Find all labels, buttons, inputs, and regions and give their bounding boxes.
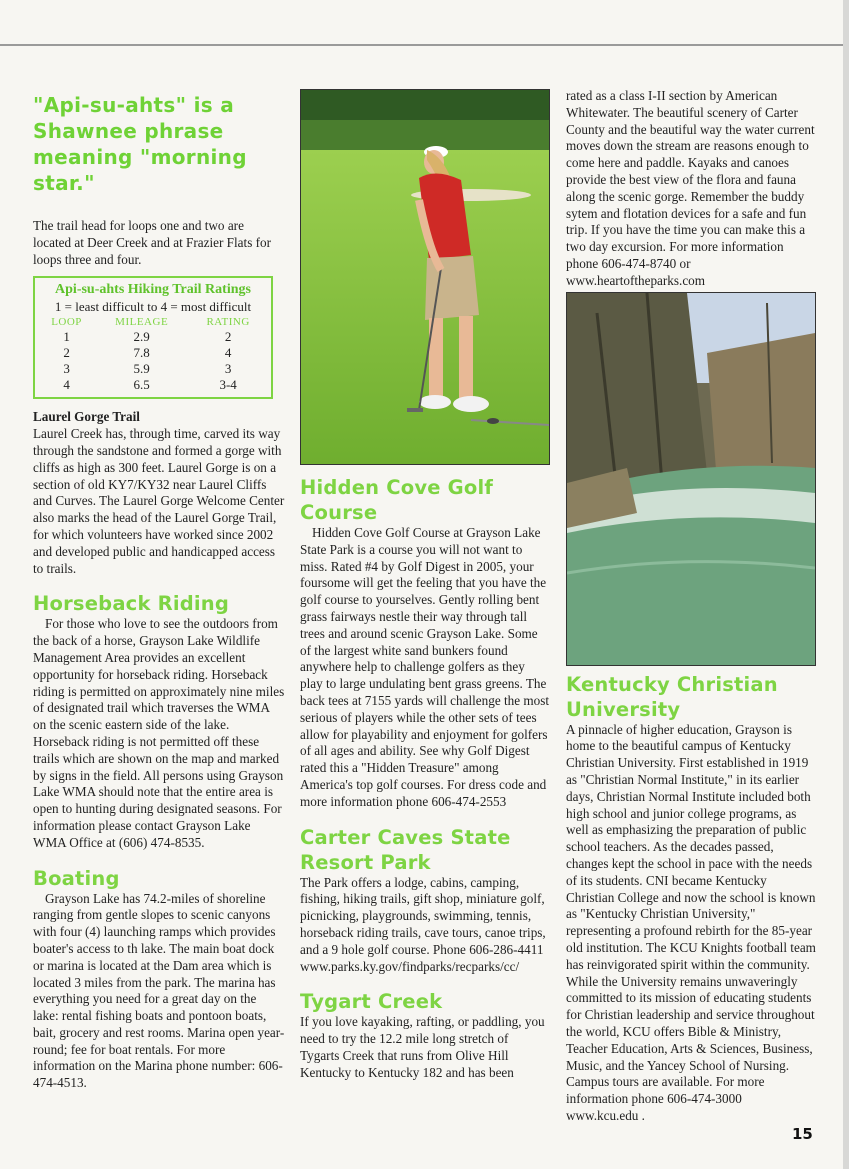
table-cell: 4 (224, 345, 232, 361)
creek-photo (566, 292, 816, 666)
table-cell: 2 (63, 345, 70, 361)
ratings-table (39, 315, 267, 393)
header-loop: LOOP (51, 316, 82, 329)
boating-body: Grayson Lake has 74.2-miles of shoreline ranging from gentle slopes to scenic canyons with four (4) launching ramps which provides boater's access to th lake. The main boat dock or marina is located at the Dam area which is located 3 miles from the park. The marina has everything you need for a great day on the lake: rental fishing boats and pontoon boats, bait, grocery and rest rooms. Marina open year-round; fee for boat rentals. For more information on the Marina phone number: 606-474-4513. (33, 890, 285, 1091)
table-cell: 2 (224, 329, 232, 345)
golf-course-heading: Hidden Cove Golf Course (300, 476, 494, 524)
table-row (39, 361, 267, 377)
ratings-subtitle: 1 = least difficult to 4 = most difficult (54, 299, 252, 315)
table-row (39, 377, 267, 393)
tygart-creek-continued: rated as a class I-II section by American Whitewater. The beautiful scenery of Carter County and the beautiful way the water current moves down the stream are reasons enough to come here and paddle. Kayaks and canoes provide the best view of the flora and fauna along the scenic gorge. Remember the buddy sytem and flotation devices for a safe and fun trip. If you have the time you can make this a two day excursion. For more information phone 606-474-8740 or www.heartoftheparks.com (566, 88, 815, 288)
boating-heading: Boating (33, 866, 120, 890)
table-cell: 3 (224, 361, 232, 377)
kcu-body: A pinnacle of higher education, Grayson is home to the beautiful campus of Kentucky Christian University. First established in 1919 as "Christian Normal Institute," in its earlier days, Christian Normal Institute included both high school and junior college programs, as well as emphasizing the preparation of public school teachers. As the decades passed, changes kept the school in pace with the needs of its students. CNI became Kentucky Christian College and now the school is known as "Kentucky Christian University," representing a profound rebirth for the 85-year old institution. The KCU Knights football team has reinvigorated spirit within the community. While the University remains unwaveringly committed to its mission of educating students for Christian leadership and service throughout the world, KCU offers Bible & Ministry, Teacher Education, Arts & Sciences, Business, Music, and the Yancey School of Nursing. Campus tours are available. For more information phone 606-474-3000 www.kcu.edu . (566, 721, 816, 1123)
intro-paragraph: The trail head for loops one and two are located at Deer Creek and at Frazier Flats for loops three and four. (33, 218, 271, 267)
golfer-illustration (301, 90, 549, 464)
tygart-creek-heading: Tygart Creek (300, 990, 443, 1014)
horseback-body: For those who love to see the outdoors from the back of a horse, Grayson Lake Wildlife Management Area provides an excellent opportunity for horseback riding. Horseback riding is permitted on approximately nine miles of designated trail which traverses the WMA on the scenic eastern side of the lake. Horseback riding is not permitted off these trails which are shown on the map and marked by signs in the field. All persons using Grayson Lake WMA should note that the entire area is open to hunting during designated seasons. For information please contact Grayson Lake WMA Office at (606) 474-8535. (33, 616, 285, 850)
creek-illustration (567, 293, 815, 665)
carter-caves-body: The Park offers a lodge, cabins, camping, fishing, hiking trails, gift shop, miniature golf, picnicking, playgrounds, swimming, tennis, horseback riding trails, cave tours, canoe trips, and a 9 hole golf course. Phone 606-286-4411 www.parks.ky.gov/findparks/recparks/cc/ (300, 874, 546, 974)
table-cell: 4 (63, 377, 70, 393)
golf-course-body: Hidden Cove Golf Course at Grayson Lake State Park is a course you will not want to miss. Rated #4 by Golf Digest in 2005, your foursome will get the feeling that you have the golf course to yourselves. Gently rolling bent grass fairways nestle their way through tall trees and around scenic Grayson Lake. Some of the largest white sand bunkers found anywhere help to challenge golfers as they play to large undulating bent grass greens. The back tees at 7155 yards will challenge the most serious of players while the other sets of tees allow for playability and enjoyment for golfers of all ages and ability. See why Golf Digest rated this a "Hidden Treasure" among America's top golf courses. For dress code and more information phone 606-474-2553 (300, 525, 550, 809)
table-cell: 3-4 (219, 377, 237, 393)
laurel-gorge-body: Laurel Creek has, through time, carved its way through the sandstone and formed a gorge with cliffs as high as 300 feet. Laurel Gorge is on a section of old KY7/KY32 near Laurel Cliffs and Curves. The Laurel Gorge Welcome Center also marks the head of the Laurel Gorge Trail, for which volunteers have worked since 2002 and developed public and handicapped access to trails. (33, 426, 285, 576)
horseback-heading: Horseback Riding (33, 592, 229, 616)
page-number: 15 (792, 1125, 813, 1143)
table-cell: 5.9 (133, 361, 150, 377)
header-rating: RATING (206, 316, 250, 329)
column-middle (300, 89, 550, 1082)
table-row (39, 345, 267, 361)
table-cell: 1 (63, 329, 70, 345)
table-row (39, 329, 267, 345)
kcu-heading: Kentucky Christian University (566, 672, 778, 721)
pull-quote: "Api-su-ahts" is a Shawnee phrase meaning "morning star." (33, 93, 247, 195)
table-cell: 6.5 (133, 377, 150, 393)
table-cell: 3 (63, 361, 70, 377)
column-right (566, 88, 816, 1125)
laurel-gorge-heading: Laurel Gorge Trail (33, 409, 140, 425)
table-cell: 2.9 (133, 329, 150, 345)
table-cell: 7.8 (133, 345, 150, 361)
tygart-creek-body: If you love kayaking, rafting, or paddling, you need to try the 12.2 mile long stretch of Tygarts Creek that runs from Olive Hill Kentucky to Kentucky 182 and has been (300, 1014, 545, 1080)
carter-caves-heading: Carter Caves State Resort Park (300, 825, 511, 874)
column-left (33, 86, 285, 1092)
trail-ratings-box (33, 276, 273, 399)
golfer-photo (300, 89, 550, 465)
header-mileage: MILEAGE (115, 316, 169, 329)
page-edge (843, 0, 849, 1169)
ratings-title: Api-su-ahts Hiking Trail Ratings (55, 282, 251, 298)
top-rule (0, 44, 849, 46)
